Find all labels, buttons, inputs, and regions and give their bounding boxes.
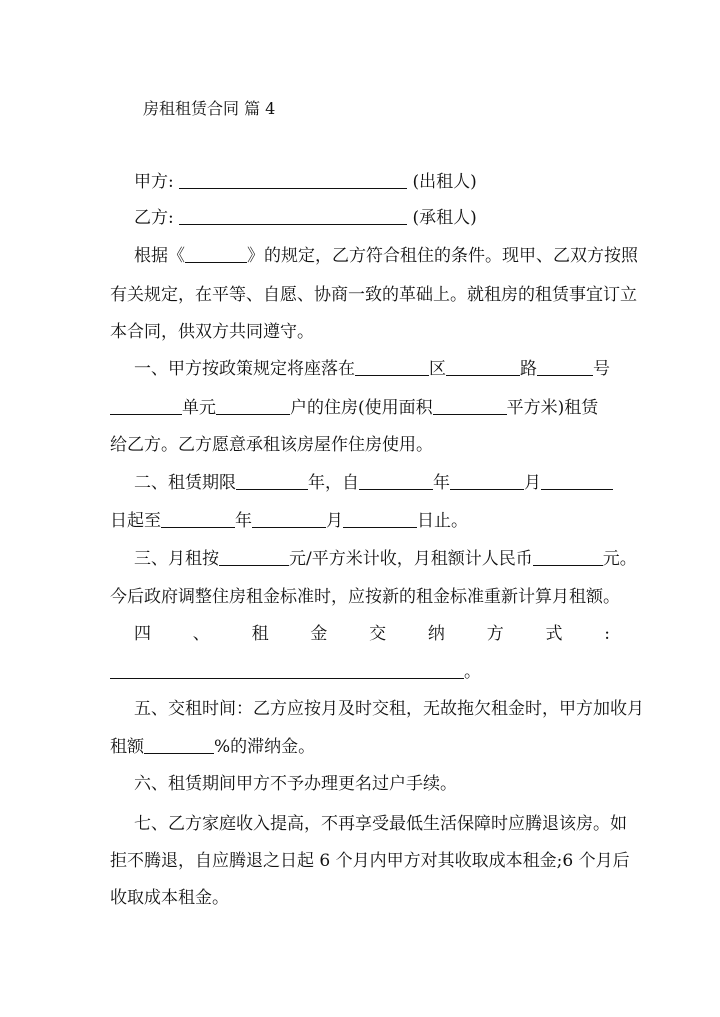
term-from-text: 年，自 [308,473,359,493]
unit-blank[interactable] [110,396,182,415]
clause-1-text: 一、甲方按政策规定将座落在 [134,359,355,379]
area-text: 户的住房(使用面积 [290,398,433,418]
intro-text-1a: 根据《 [134,246,185,266]
clause-4-char: 、 [192,624,210,644]
payment-method-blank[interactable] [110,660,464,679]
rent-rate-label: 三、月租按 [134,549,219,569]
clause-4-line-2 [110,658,481,686]
road-label: 路 [520,359,537,379]
clause-4-char: 交 [369,624,387,644]
start-month-blank[interactable] [450,471,524,490]
end-day-text: 日止。 [417,511,468,531]
area-unit-text: 平方米)租赁 [506,398,599,418]
intro-line-1 [134,242,638,270]
end-year-label: 年 [235,511,252,531]
end-month-label: 月 [326,511,343,531]
start-year-blank[interactable] [359,471,433,490]
end-day-blank[interactable] [343,509,417,528]
clause-2-line-2 [110,507,468,535]
clause-4-char: 四 [134,624,151,644]
start-month-label: 月 [524,473,541,493]
party-a-label: 甲方: [134,172,174,192]
rent-rate-blank[interactable] [219,547,289,566]
rent-amount-blank[interactable] [533,547,603,566]
term-years-blank[interactable] [236,471,308,490]
intro-text-1b: 》的规定，乙方符合租住的条件。现甲、乙双方按照 [247,246,638,266]
start-day-blank[interactable] [541,471,613,490]
number-blank[interactable] [537,357,593,376]
late-fee-text: %的滞纳金。 [214,737,316,757]
clause-4-char: 式 [545,624,563,644]
clause-1-line-1 [134,355,610,383]
party-b-label: 乙方: [134,208,174,228]
clause-7-line-3: 收取成本租金。 [110,888,229,908]
unit-label: 单元 [182,398,216,418]
clause-4-char: 纳 [427,624,445,644]
clause-7-line-1: 七、乙方家庭收入提高，不再享受最低生活保障时应腾退该房。如 [134,814,627,834]
clause-5-line-2 [110,733,315,761]
household-blank[interactable] [216,396,290,415]
clause-2-line-1 [134,469,613,497]
district-blank[interactable] [355,357,429,376]
number-label: 号 [593,359,610,379]
until-text: 日起至 [110,511,161,531]
term-label: 二、租赁期限 [134,473,236,493]
intro-line-2: 有关规定，在平等、自愿、协商一致的革础上。就租房的租赁事宜订立 [110,285,637,305]
party-a-blank[interactable] [179,170,407,189]
clause-4-period: 。 [464,662,481,682]
clause-4-char: 租 [251,624,269,644]
clause-6-line: 六、租赁期间甲方不予办理更名过户手续。 [134,774,457,794]
start-year-label: 年 [433,473,450,493]
party-b-role: (承租人) [412,208,477,228]
late-fee-blank[interactable] [144,735,214,754]
party-b-blank[interactable] [179,206,407,225]
clause-4-heading [134,620,610,648]
document-title: 房租租赁合同 篇 4 [143,99,276,118]
party-a-role: (出租人) [412,172,477,192]
clause-3-line-1 [134,545,637,573]
clause-4-char: : [604,624,610,644]
late-fee-label: 租额 [110,737,144,757]
road-blank[interactable] [446,357,520,376]
district-label: 区 [429,359,446,379]
clause-1-line-3: 给乙方。乙方愿意承租该房屋作住房使用。 [110,435,433,455]
clause-5-line-1: 五、交租时间：乙方应按月及时交租，无故拖欠租金时，甲方加收月 [134,699,644,719]
yuan-text: 元。 [602,549,637,569]
clause-7-line-2: 拒不腾退，自应腾退之日起 6 个月内甲方对其收取成本租金;6 个月后 [110,851,630,871]
end-month-blank[interactable] [252,509,326,528]
party-a-line [134,168,477,196]
clause-1-line-2 [110,394,598,422]
clause-4-char: 方 [486,624,504,644]
rent-amount-text: 元/平方米计收，月租额计人民币 [289,549,533,569]
clause-4-char: 金 [310,624,328,644]
intro-line-3: 本合同，供双方共同遵守。 [110,322,314,342]
party-b-line [134,204,477,232]
end-year-blank[interactable] [161,509,235,528]
area-blank[interactable] [433,396,507,415]
clause-3-line-2: 今后政府调整住房租金标准时，应按新的租金标准重新计算月租额。 [110,587,620,607]
law-name-blank[interactable] [185,244,247,263]
